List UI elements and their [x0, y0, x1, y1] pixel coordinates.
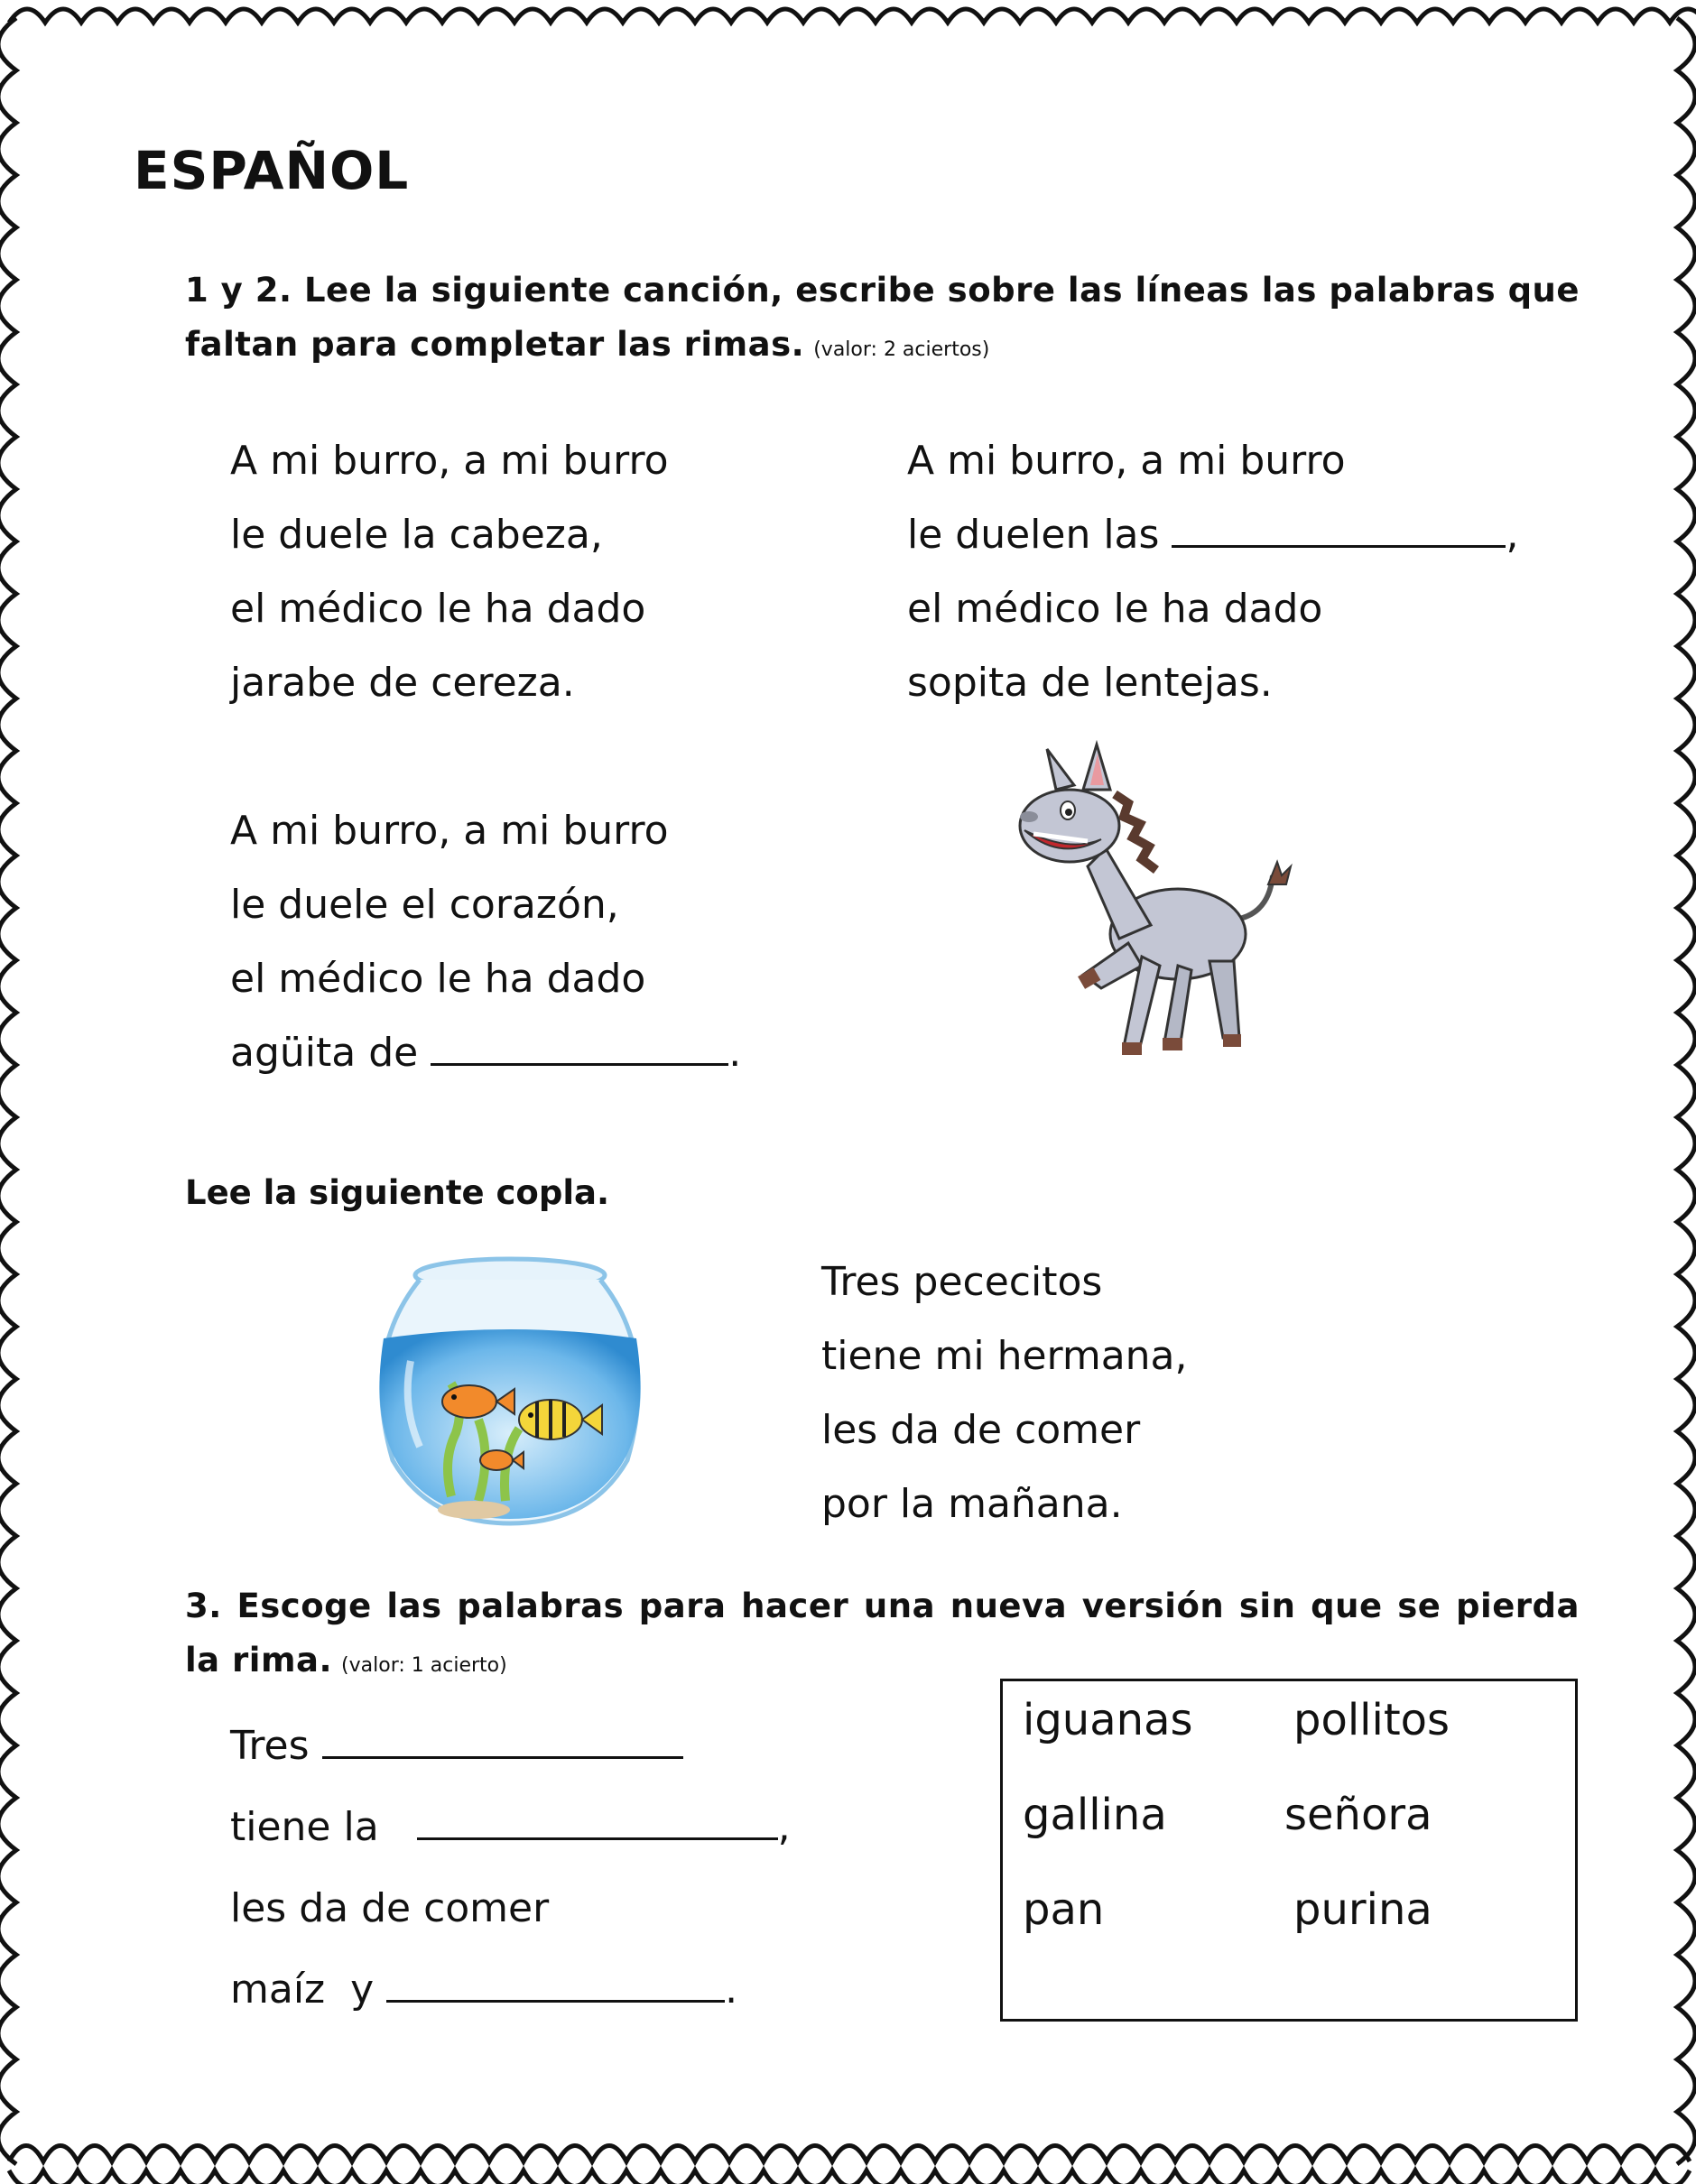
new-version-poem [230, 1706, 791, 2031]
poem-line [230, 1949, 791, 2031]
word-bank-item: pan [1023, 1884, 1105, 1935]
word-bank-item: iguanas [1023, 1695, 1193, 1745]
answer-blank[interactable] [1172, 509, 1506, 548]
poem-line: les da de comer [230, 1885, 550, 1931]
stanza-line [907, 498, 1518, 572]
poem-line-text: Tres [230, 1723, 310, 1769]
answer-blank[interactable] [322, 1720, 683, 1759]
word-bank-item: purina [1293, 1884, 1432, 1935]
song-stanza-2 [907, 424, 1518, 720]
poem-line: tiene mi hermana, [821, 1333, 1188, 1379]
instruction-q1-2 [185, 264, 1580, 377]
poem-line [230, 1706, 791, 1787]
fishbowl-illustration [357, 1253, 663, 1532]
word-bank-item: pollitos [1293, 1695, 1450, 1745]
donkey-illustration [997, 740, 1304, 1101]
poem-punct: . [725, 1967, 738, 2013]
word-bank [1000, 1679, 1578, 2022]
poem-line: Tres pececitos [821, 1259, 1103, 1305]
word-bank-item: señora [1284, 1790, 1432, 1840]
answer-blank[interactable] [431, 1027, 728, 1066]
stanza-line: le duele la cabeza, [230, 512, 603, 558]
song-stanza-3 [230, 794, 741, 1090]
stanza-line: jarabe de cereza. [230, 660, 575, 706]
stanza-line: el médico le ha dado [230, 586, 646, 632]
answer-blank[interactable] [417, 1801, 778, 1840]
stanza-line: el médico le ha dado [907, 586, 1323, 632]
score-value: (valor: 2 aciertos) [813, 338, 990, 361]
poem-line-text: maíz y [230, 1967, 375, 2013]
copla-heading: Lee la siguiente copla. [185, 1173, 610, 1212]
stanza-punct: , [1506, 512, 1519, 558]
poem-punct: , [777, 1804, 791, 1850]
stanza-line: A mi burro, a mi burro [230, 808, 669, 854]
poem-line [230, 1787, 791, 1868]
score-value: (valor: 1 acierto) [341, 1654, 507, 1677]
stanza-line: sopita de lentejas. [907, 660, 1273, 706]
stanza-line: A mi burro, a mi burro [230, 438, 669, 484]
stanza-line: el médico le ha dado [230, 956, 646, 1002]
page-title: ESPAÑOL [134, 140, 410, 201]
instruction-text: 3. Escoge las palabras para hacer una nueva versión sin que se pierda la rima. [185, 1587, 1580, 1680]
stanza-line: A mi burro, a mi burro [907, 438, 1346, 484]
copla-poem [821, 1245, 1188, 1541]
song-stanza-1 [230, 424, 669, 720]
poem-line: les da de comer [821, 1407, 1141, 1453]
instruction-text: 1 y 2. Lee la siguiente canción, escribe sobre las líneas las palabras que faltan para completar las rimas. [185, 271, 1580, 364]
stanza-line-text: agüita de [230, 1030, 419, 1076]
poem-line: por la mañana. [821, 1481, 1123, 1527]
stanza-line-text: le duelen las [907, 512, 1160, 558]
answer-blank[interactable] [386, 1964, 725, 2003]
word-bank-item: gallina [1023, 1790, 1167, 1840]
stanza-line: le duele el corazón, [230, 882, 619, 928]
instruction-q3 [185, 1579, 1580, 1693]
stanza-line [230, 1016, 741, 1090]
poem-line-text: tiene la [230, 1804, 379, 1850]
stanza-punct: . [728, 1030, 742, 1076]
